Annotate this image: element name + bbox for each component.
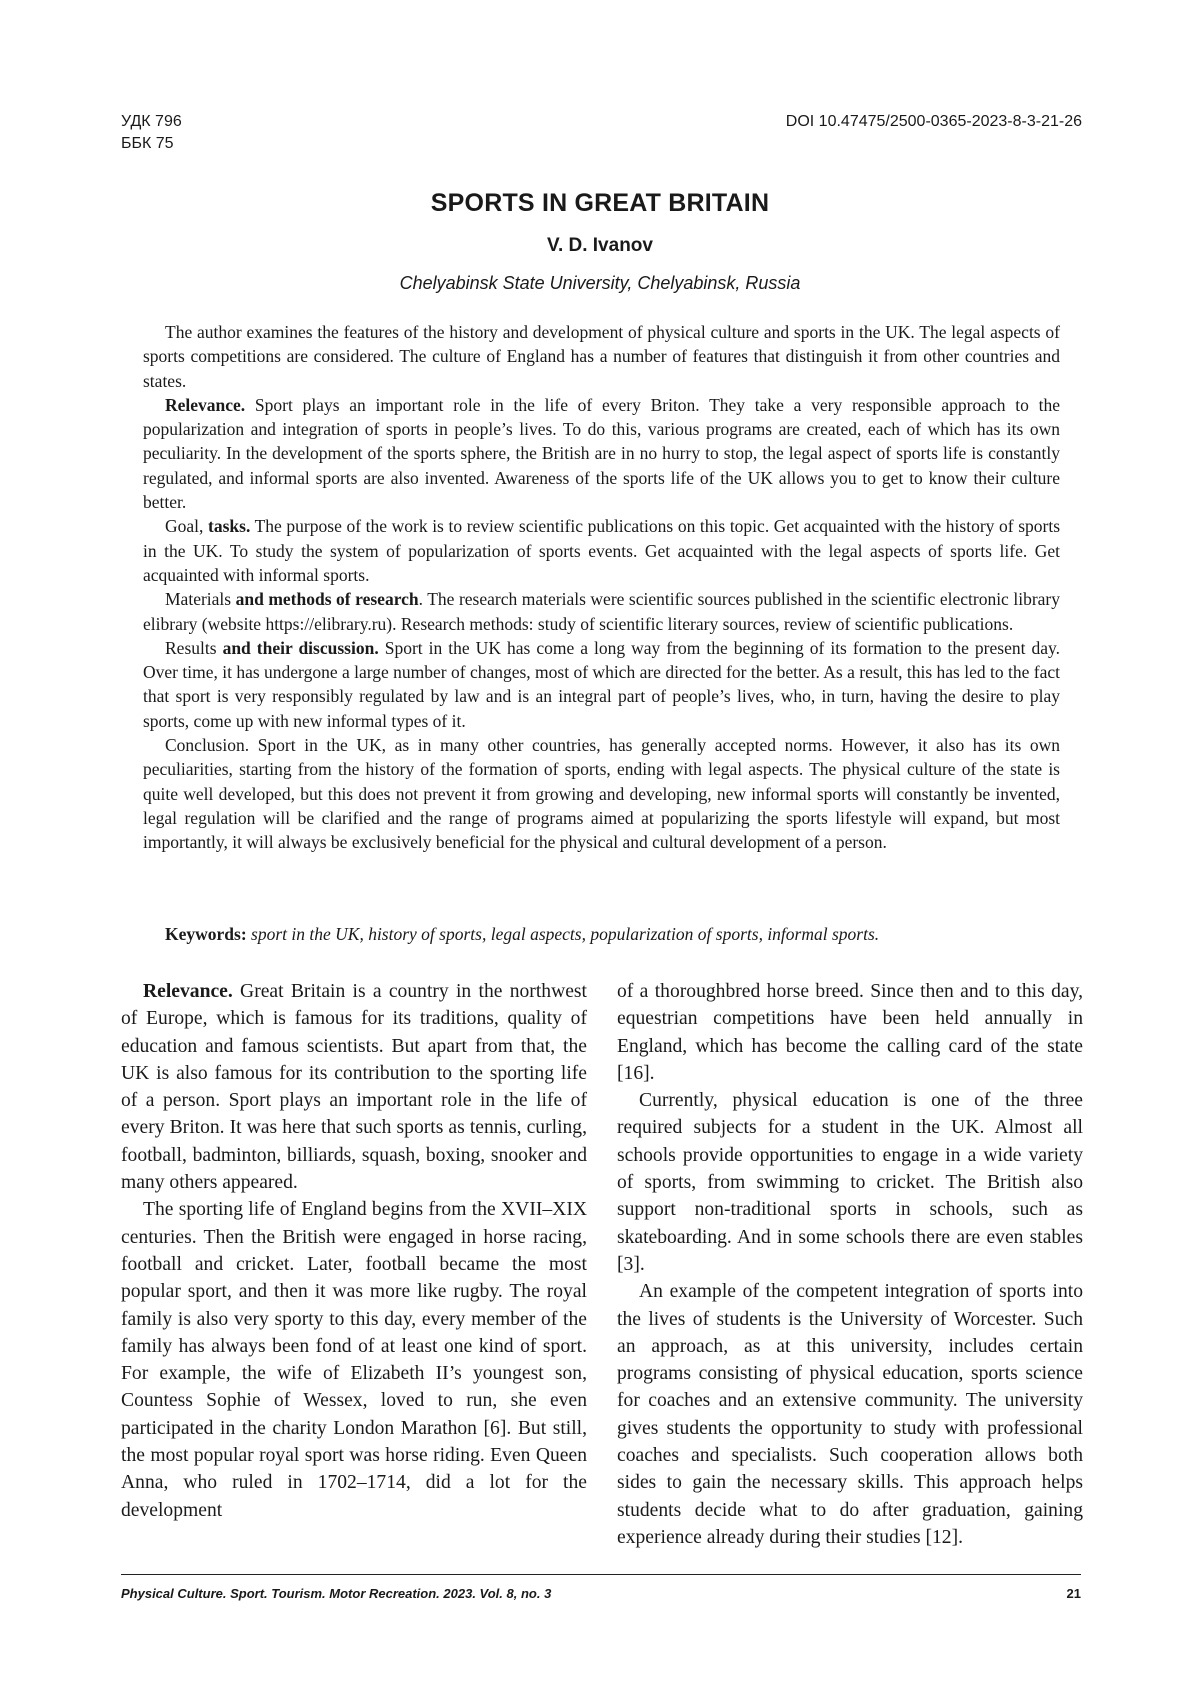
body-paragraph-relevance xyxy=(121,978,587,1196)
abstract-goal-label: tasks. xyxy=(208,516,251,537)
abstract-relevance xyxy=(143,393,1060,514)
body-column-left xyxy=(121,978,587,1524)
body-paragraph: The sporting life of England begins from the XVII–XIX centuries. Then the British were engaged in horse racing, football and cricket. Later, football became the most popular sport, and then it was more like rugby. The royal family is also very sporty to this day, every member of the family has always been fond of at least one kind of sport. For example, the wife of Elizabeth II’s youngest son, Countess Sophie of Wessex, loved to run, she even participated in the charity London Marathon [6]. But still, the most popular royal sport was horse riding. Even Queen Anna, who ruled in 1702–1714, did a lot for the development xyxy=(121,1199,587,1521)
journal-citation: Physical Culture. Sport. Tourism. Motor Recreation. 2023. Vol. 8, no. 3 xyxy=(121,1586,552,1601)
doi: DOI 10.47475/2500-0365-2023-8-3-21-26 xyxy=(785,113,1082,130)
abstract-results-label: and their discussion. xyxy=(222,637,379,658)
abstract xyxy=(143,320,1060,855)
bbk-code: ББК 75 xyxy=(121,135,174,152)
abstract-intro: The author examines the features of the history and development of physical culture and sports in the UK. The legal aspects of sports competitions are considered. The culture of England has a number of features that distinguish it from other countries and states. xyxy=(143,322,1060,391)
abstract-materials-prefix: Materials xyxy=(165,589,236,610)
abstract-results xyxy=(143,636,1060,733)
abstract-goal-text: The purpose of the work is to review scientific publications on this topic. Get acquainted with the history of sports in the UK. To study the system of popularization of sports events. Get acquainted with the legal aspects of sports life. Get acquainted with informal sports. xyxy=(143,516,1061,585)
footer-divider xyxy=(121,1574,1081,1575)
abstract-results-prefix: Results xyxy=(165,637,223,658)
author-affiliation: Chelyabinsk State University, Chelyabinsk, Russia xyxy=(399,273,801,293)
paper-title: SPORTS IN GREAT BRITAIN xyxy=(430,189,770,217)
body-relevance-label: Relevance. xyxy=(143,981,233,1002)
author-name: V. D. Ivanov xyxy=(547,235,653,256)
body-paragraph: of a thoroughbred horse breed. Since then and to this day, equestrian competitions have been held annually in England, which has become the calling card of the state [16]. xyxy=(617,981,1083,1084)
abstract-goal xyxy=(143,514,1060,587)
keywords-label: Keywords: xyxy=(165,924,247,944)
body-paragraph: An example of the competent integration of sports into the lives of students is the University of Worcester. Such an approach, as at this university, includes certain programs consisting of physical education, sports science for coaches and an extensive community. The university gives students the opportunity to study with professional coaches and specialists. Such cooperation allows both sides to gain the necessary skills. This approach helps students decide what to do after graduation, gaining experience already during their studies [12]. xyxy=(617,1281,1083,1548)
page-number: 21 xyxy=(1066,1586,1081,1601)
abstract-goal-prefix: Goal, xyxy=(165,516,209,537)
keywords xyxy=(143,922,1060,946)
abstract-conclusion: Conclusion. Sport in the UK, as in many other countries, has generally accepted norms. However, it also has its own peculiarities, starting from the history of the formation of sports, ending with legal aspects. The physical culture of the state is quite well developed, but this does not prevent it from growing and developing, new informal sports will constantly be invented, legal regulation will be clarified and the range of programs aimed at popularizing the sports lifestyle will expand, but most importantly, it will always be exclusively beneficial for the physical and cultural development of a person. xyxy=(143,735,1060,853)
abstract-relevance-label: Relevance. xyxy=(165,394,246,415)
classification-codes xyxy=(121,111,182,155)
udk-code: УДК 796 xyxy=(121,113,182,130)
keywords-text: sport in the UK, history of sports, legal aspects, popularization of sports, informal sports. xyxy=(246,924,880,944)
body-relevance-text: Great Britain is a country in the northwest of Europe, which is famous for its traditions, quality of education and famous scientists. But apart from that, the UK is also famous for its contribution to the sporting life of a person. Sport plays an important role in the life of every Briton. It was here that such sports as tennis, curling, football, badminton, billiards, squash, boxing, snooker and many others appeared. xyxy=(121,981,587,1194)
abstract-relevance-text: Sport plays an important role in the life of every Briton. They take a very responsible approach to the popularization and integration of sports in people’s lives. To do this, various programs are created, each of which has its own peculiarity. In the development of the sports sphere, the British are in no hurry to stop, the legal aspect of sports life is constantly regulated, and informal sports are also invented. Awareness of the sports life of the UK allows you to get to know their culture better. xyxy=(143,394,1060,513)
body-column-right xyxy=(617,978,1083,1551)
abstract-materials-text: . The research materials were scientific sources published in the scientific electronic library elibrary (website https://elibrary.ru). Research methods: study of scientific literary sources, review of scientific publications. xyxy=(143,589,1060,634)
abstract-materials xyxy=(143,587,1060,636)
abstract-materials-label: and methods of research xyxy=(235,589,419,610)
abstract-results-text: Sport in the UK has come a long way from the beginning of its formation to the present day. Over time, it has undergone a large number of changes, most of which are directed for the better. As a result, this has led to the fact that sport is very responsibly regulated by law and is an integral part of people’s lives, who, in turn, having the desire to play sports, come up with new informal types of it. xyxy=(143,637,1060,731)
body-paragraph: Currently, physical education is one of the three required subjects for a student in the UK. Almost all schools provide opportunities to engage in a wide variety of sports, from swimming to cricket. The British also support non-traditional sports in schools, such as skateboarding. And in some schools there are even stables [3]. xyxy=(617,1090,1083,1275)
